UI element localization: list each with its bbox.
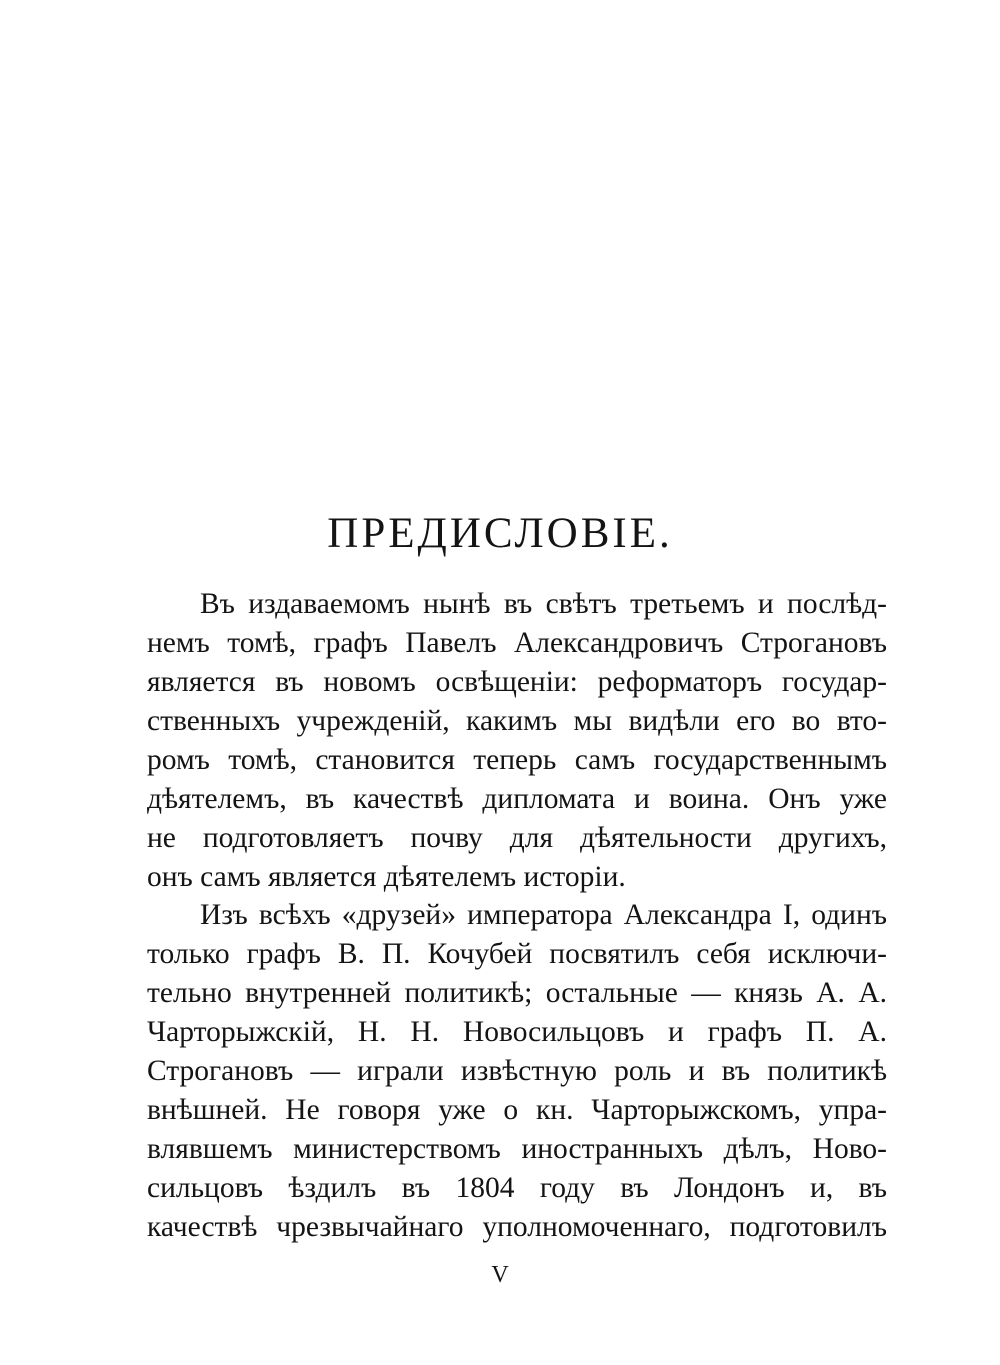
text-line: качествѣ чрезвычайнаго уполномоченнаго, подготовилъ <box>147 1211 887 1243</box>
text-line: сильцовъ ѣздилъ въ 1804 году въ Лондонъ и, въ <box>147 1172 887 1204</box>
text-line: тельно внутренней политикѣ; остальные — князь А. А. <box>147 977 887 1009</box>
text-line: немъ томѣ, графъ Павелъ Александровичъ Строгановъ <box>147 627 887 659</box>
text-line: ромъ томѣ, становится теперь самъ государственнымъ <box>147 744 887 776</box>
text-line: Строгановъ — играли извѣстную роль и въ политикѣ <box>147 1055 887 1087</box>
text-line: только графъ В. П. Кочубей посвятилъ себя исключи- <box>147 938 887 970</box>
text-line: дѣятелемъ, въ качествѣ дипломата и воина. Онъ уже <box>147 783 887 815</box>
page-number: V <box>491 1262 509 1288</box>
text-line: внѣшней. Не говоря уже о кн. Чарторыжскомъ, упра- <box>147 1094 887 1126</box>
text-line: Изъ всѣхъ «друзей» императора Александра I, одинъ <box>200 899 887 931</box>
text-line: ственныхъ учрежденій, какимъ мы видѣли его во вто- <box>147 705 887 737</box>
text-line: является въ новомъ освѣщеніи: реформаторъ государ- <box>147 666 887 698</box>
page-title: ПРЕДИСЛОВІЕ. <box>327 510 673 557</box>
text-line: Чарторыжскій, Н. Н. Новосильцовъ и графъ П. А. <box>147 1016 887 1048</box>
text-line: Въ издаваемомъ нынѣ въ свѣтъ третьемъ и послѣд- <box>200 588 887 620</box>
text-line: онъ самъ является дѣятелемъ исторіи. <box>147 861 626 893</box>
text-line: влявшемъ министерствомъ иностранныхъ дѣлъ, Ново- <box>147 1133 887 1165</box>
text-line: не подготовляетъ почву для дѣятельности другихъ, <box>147 822 887 854</box>
